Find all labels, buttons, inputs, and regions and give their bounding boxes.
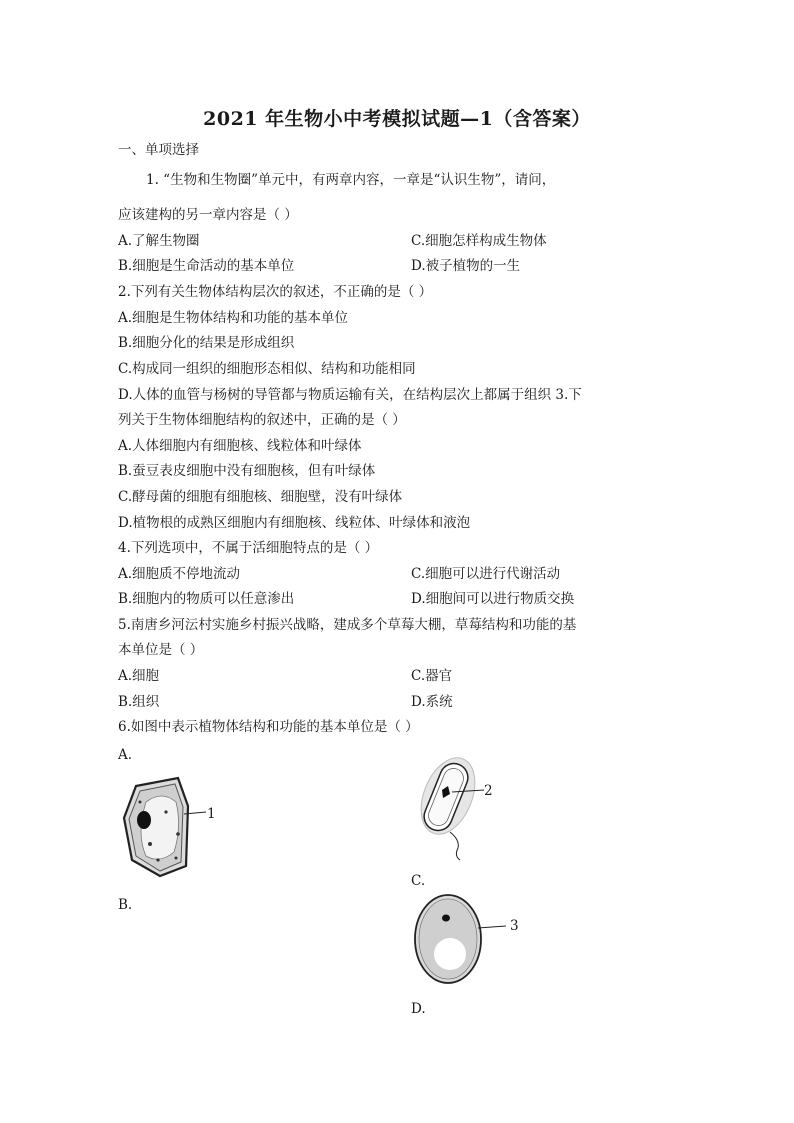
q5-option-a: A.细胞	[118, 668, 160, 684]
q6-stem: 6.如图中表示植物体结构和功能的基本单位是（ ）	[118, 719, 419, 735]
q2-option-d: D.人体的血管与杨树的导管都与物质运输有关，在结构层次上都属于组织 3.下	[118, 387, 582, 403]
q1-option-a: A.了解生物圈	[118, 233, 200, 249]
q6-label-d: D.	[411, 1001, 426, 1017]
q4-option-a: A.细胞质不停地流动	[118, 566, 241, 582]
q2-option-a: A.细胞是生物体结构和功能的基本单位	[118, 310, 349, 326]
q5-option-b: B.组织	[118, 694, 160, 710]
q6-label-c: C.	[411, 873, 426, 889]
bacterium-figure	[412, 752, 512, 862]
q1-stem-line1: 1. “生物和生物圈”单元中，有两章内容，一章是“认识生物”，请问，	[146, 172, 556, 188]
q3-option-c: C.酵母菌的细胞有细胞核、细胞壁，没有叶绿体	[118, 489, 403, 505]
q4-option-d: D.细胞间可以进行物质交换	[411, 591, 575, 607]
q1-option-b: B.细胞是生命活动的基本单位	[118, 258, 295, 274]
animal-cell-figure	[412, 892, 522, 992]
q4-option-b: B.细胞内的物质可以任意渗出	[118, 591, 295, 607]
q6-label-b: B.	[118, 897, 133, 913]
q2-option-c: C.构成同一组织的细胞形态相似、结构和功能相同	[118, 361, 416, 377]
page-title: 2021 年生物小中考模拟试题—1（含答案）	[203, 108, 591, 130]
q5-stem-line2: 本单位是（ ）	[118, 642, 204, 658]
q1-option-d: D.被子植物的一生	[411, 258, 521, 274]
q3-option-a: A.人体细胞内有细胞核、线粒体和叶绿体	[118, 438, 362, 454]
q6-label-a: A.	[118, 747, 133, 763]
q5-option-d: D.系统	[411, 694, 453, 710]
figure-number-3: 3	[510, 918, 519, 934]
q5-stem-line1: 5.南唐乡河沄村实施乡村振兴战略，建成多个草莓大棚，草莓结构和功能的基	[118, 617, 577, 633]
q4-stem: 4.下列选项中，不属于活细胞特点的是（ ）	[118, 540, 379, 556]
figure-number-1: 1	[207, 806, 216, 822]
q3-stem: 列关于生物体细胞结构的叙述中，正确的是（ ）	[118, 412, 406, 428]
q3-option-b: B.蚕豆表皮细胞中没有细胞核，但有叶绿体	[118, 463, 376, 479]
plant-cell-figure	[120, 772, 230, 882]
q5-option-c: C.器官	[411, 668, 453, 684]
q1-option-c: C.细胞怎样构成生物体	[411, 233, 547, 249]
q1-stem-line2: 应该建构的另一章内容是（ ）	[118, 207, 298, 223]
figure-number-2: 2	[484, 783, 493, 799]
section-heading: 一、单项选择	[118, 142, 199, 158]
q2-stem: 2.下列有关生物体结构层次的叙述，不正确的是（ ）	[118, 284, 433, 300]
q2-option-b: B.细胞分化的结果是形成组织	[118, 335, 295, 351]
q3-option-d: D.植物根的成熟区细胞内有细胞核、线粒体、叶绿体和液泡	[118, 515, 471, 531]
q4-option-c: C.细胞可以进行代谢活动	[411, 566, 561, 582]
